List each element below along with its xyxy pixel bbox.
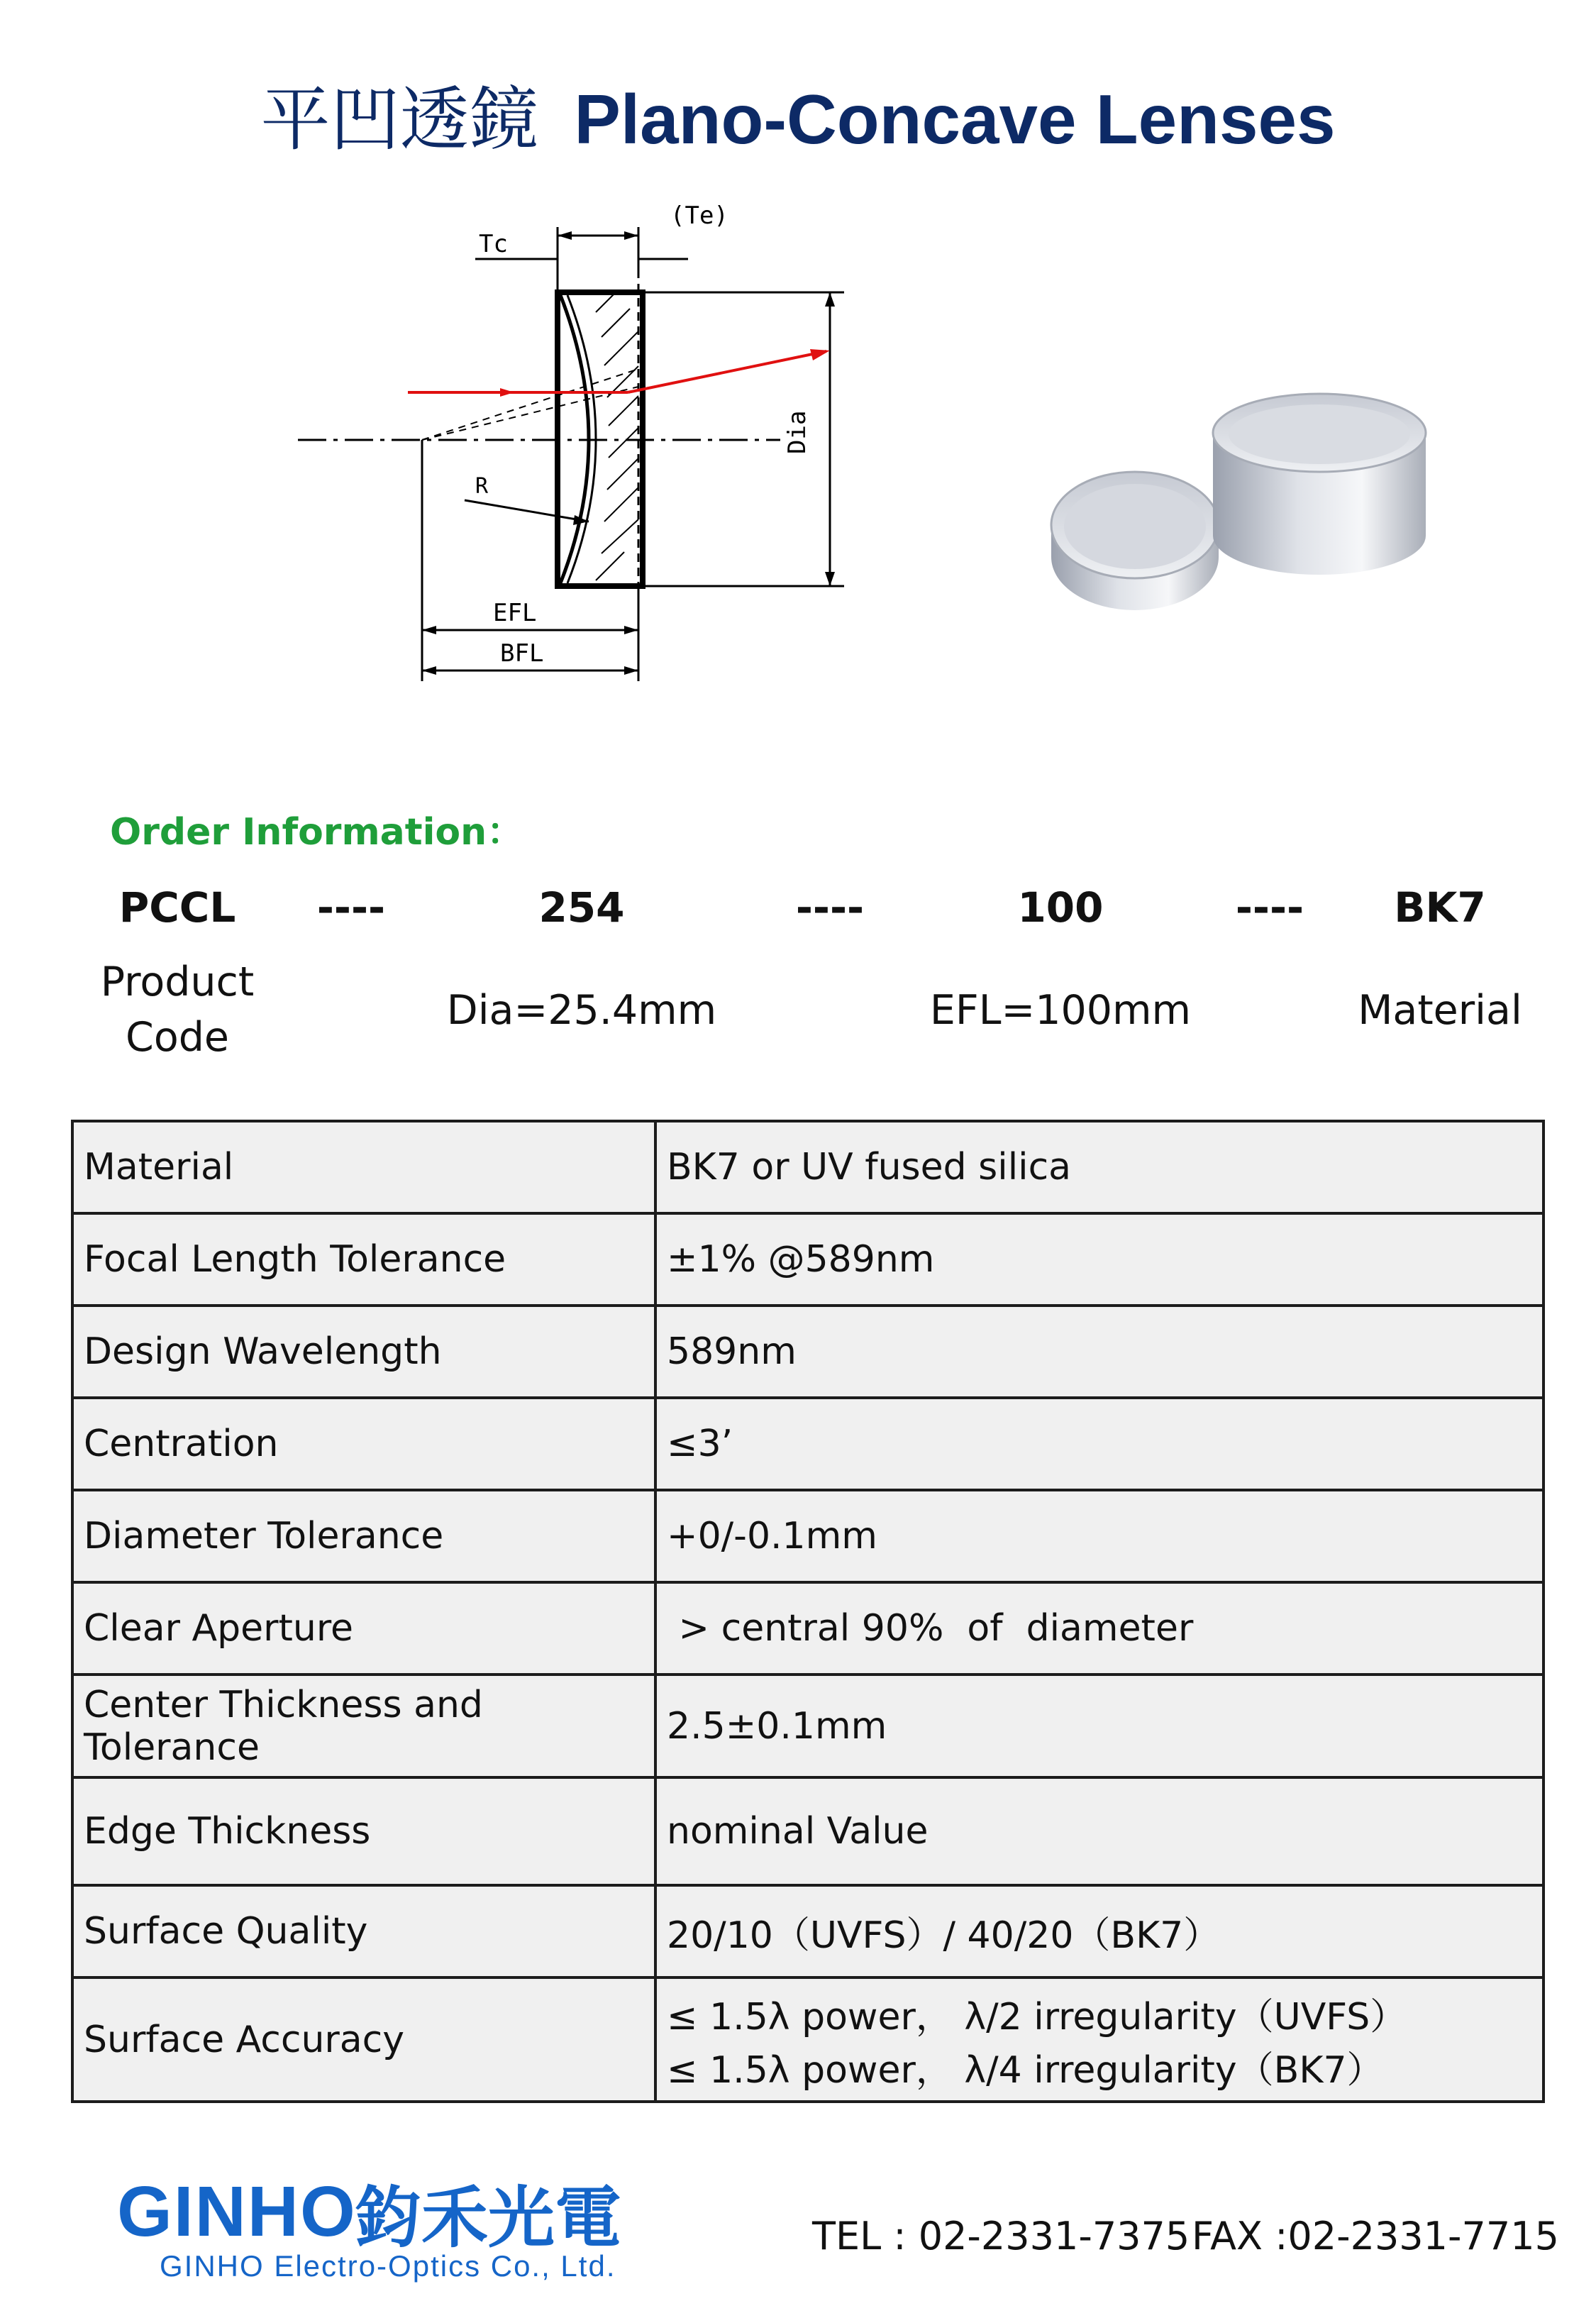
diagram-label-bfl: BFL xyxy=(500,639,544,668)
page-title xyxy=(0,64,1596,164)
contact-tel: TEL : 02-2331-7375 xyxy=(812,2214,1190,2258)
table-row xyxy=(72,1977,1544,2102)
spec-value xyxy=(655,1977,1544,2102)
order-code-efl: 100 xyxy=(1017,883,1104,932)
title-zh: 平凹透鏡 xyxy=(260,79,539,160)
spec-value-line: ≤ 1.5λ power， λ/2 irregularity（UVFS） xyxy=(667,1995,1407,2039)
company-name: GINHO Electro-Optics Co., Ltd. xyxy=(160,2249,616,2283)
order-separator: ---- xyxy=(316,883,386,932)
company-logo-en: GINHO xyxy=(117,2172,357,2251)
spec-value: BK7 or UV fused silica xyxy=(655,1121,1544,1213)
order-desc-product xyxy=(71,954,284,1065)
spec-value: nominal Value xyxy=(655,1777,1544,1885)
diagram-label-r: R xyxy=(475,474,489,499)
spec-key: Material xyxy=(72,1121,655,1213)
table-row xyxy=(72,1213,1544,1306)
order-information-heading: Order Information： xyxy=(110,811,524,854)
diagram-label-tc: Tc xyxy=(479,230,508,258)
refracted-ray xyxy=(628,351,826,392)
title-en: Plano-Concave Lenses xyxy=(574,80,1336,158)
order-desc-dia: Dia=25.4mm xyxy=(446,987,717,1034)
table-row xyxy=(72,1490,1544,1582)
table-row xyxy=(72,1777,1544,1885)
lens-product-photo xyxy=(1014,369,1454,639)
table-row xyxy=(72,1675,1544,1777)
contact-fax: FAX :02-2331-7715 xyxy=(1192,2214,1559,2258)
spec-key: Design Wavelength xyxy=(72,1306,655,1398)
spec-key: Focal Length Tolerance xyxy=(72,1213,655,1306)
table-row xyxy=(72,1398,1544,1490)
spec-value: > central 90% of diameter xyxy=(655,1582,1544,1675)
lens-diagram xyxy=(284,192,865,702)
spec-key: Diameter Tolerance xyxy=(72,1490,655,1582)
spec-key: Clear Aperture xyxy=(72,1582,655,1675)
table-row xyxy=(72,1582,1544,1675)
order-code-product: PCCL xyxy=(118,883,236,932)
spec-value: 589nm xyxy=(655,1306,1544,1398)
spec-key: Edge Thickness xyxy=(72,1777,655,1885)
spec-key: Centration xyxy=(72,1398,655,1490)
table-row xyxy=(72,1306,1544,1398)
spec-value: ≤3’ xyxy=(655,1398,1544,1490)
order-desc-efl: EFL=100mm xyxy=(929,987,1192,1034)
order-desc-line: Code xyxy=(126,1014,229,1061)
order-code-dia: 254 xyxy=(538,883,625,932)
order-desc-material: Material xyxy=(1358,987,1522,1034)
spec-key: Surface Accuracy xyxy=(72,1977,655,2102)
spec-key: Surface Quality xyxy=(72,1885,655,1977)
order-desc-line: Product xyxy=(100,959,255,1005)
diagram-label-efl: EFL xyxy=(493,599,537,627)
table-row xyxy=(72,1885,1544,1977)
spec-value: 2.5±0.1mm xyxy=(655,1675,1544,1777)
spec-value: +0/-0.1mm xyxy=(655,1490,1544,1582)
spec-table xyxy=(71,1120,1545,2103)
spec-value: ±1% @589nm xyxy=(655,1213,1544,1306)
order-separator: ---- xyxy=(1235,883,1304,932)
company-logo-zh: 鈞禾光電 xyxy=(355,2180,622,2257)
spec-value: 20/10（UVFS）/ 40/20（BK7） xyxy=(655,1885,1544,1977)
spec-key: Center Thickness and Tolerance xyxy=(72,1675,655,1777)
table-row xyxy=(72,1121,1544,1213)
spec-value-line: ≤ 1.5λ power， λ/4 irregularity（BK7） xyxy=(667,2048,1384,2092)
order-separator: ---- xyxy=(795,883,865,932)
order-code-material: BK7 xyxy=(1394,883,1486,932)
diagram-label-dia: Dia xyxy=(783,410,811,454)
diagram-label-te: (Te) xyxy=(670,202,728,230)
